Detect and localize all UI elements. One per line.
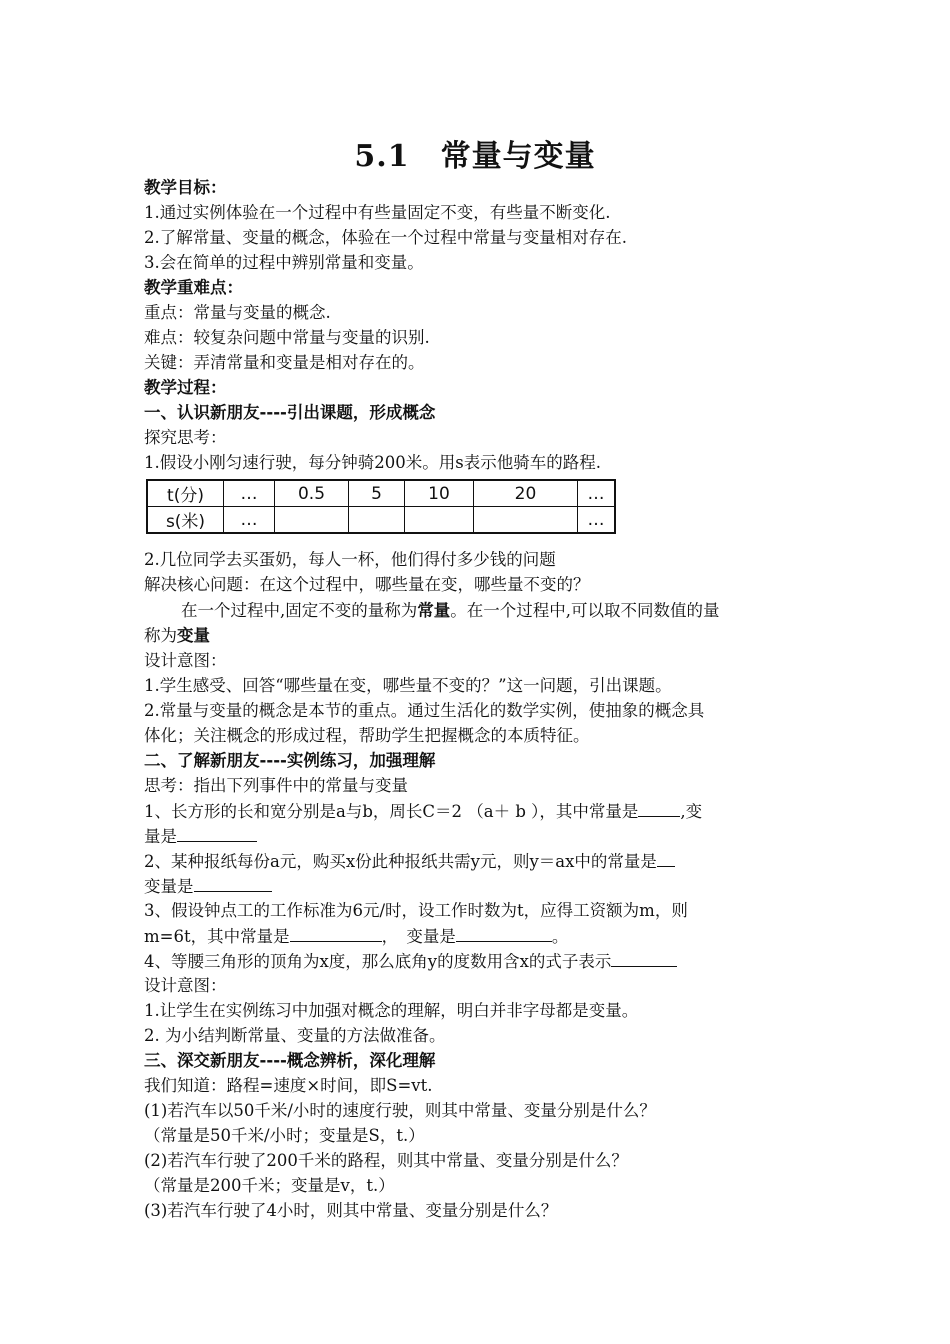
answer-1: （常量是50千米/小时；变量是S，t.） bbox=[144, 1126, 425, 1145]
question-1: 1.假设小刚匀速行驶，每分钟骑200米。用s表示他骑车的路程. bbox=[144, 453, 601, 472]
time-distance-table bbox=[146, 479, 616, 534]
exercise-4 bbox=[144, 950, 814, 973]
intent-label: 设计意图： bbox=[144, 976, 227, 995]
think-label: 思考：指出下列事件中的常量与变量 bbox=[144, 776, 408, 795]
exercise-text: 4、等腰三角形的顶角为x度，那么底角y的度数用含x的式子表示 bbox=[144, 952, 612, 971]
intent-label: 设计意图： bbox=[144, 651, 227, 670]
exercise-text: 量是 bbox=[144, 827, 177, 846]
definition-line-1 bbox=[144, 600, 851, 622]
core-question: 解决核心问题：在这个过程中，哪些量在变，哪些量不变的？ bbox=[144, 575, 590, 594]
table-cell: … bbox=[224, 507, 275, 534]
intent-item: 2.常量与变量的概念是本节的重点。通过生活化的数学实例，使抽象的概念具 bbox=[144, 701, 705, 720]
sub-question-3: (3)若汽车行驶了4小时，则其中常量、变量分别是什么？ bbox=[144, 1201, 558, 1220]
exercise-2-cont bbox=[144, 875, 814, 898]
table-cell bbox=[349, 507, 405, 534]
table-cell: 20 bbox=[474, 480, 578, 507]
exercise-text: 2、某种报纸每份a元，购买x份此种报纸共需y元，则y＝ax中的常量是 bbox=[144, 852, 657, 871]
page-title: 5.1 常量与变量 bbox=[354, 139, 596, 174]
answer-blank[interactable] bbox=[638, 800, 680, 817]
exercise-text: 1、长方形的长和宽分别是a与b，周长C＝2 （a＋ b ），其中常量是 bbox=[144, 802, 639, 821]
table-cell: … bbox=[224, 480, 275, 507]
section2-heading: 二、了解新朋友----实例练习，加强理解 bbox=[144, 751, 436, 770]
exercise-text: 变量是 bbox=[144, 877, 194, 896]
question-2: 2.几位同学去买蛋奶，每人一杯，他们得付多少钱的问题 bbox=[144, 550, 556, 569]
table-cell: … bbox=[578, 507, 616, 534]
table-row bbox=[147, 507, 615, 534]
exercise-text: ， 变量是 bbox=[381, 927, 456, 946]
intent-item: 体化；关注概念的形成过程，帮助学生把握概念的本质特征。 bbox=[144, 726, 590, 745]
exercise-1-cont bbox=[144, 825, 814, 848]
section1-heading: 一、认识新朋友----引出课题，形成概念 bbox=[144, 403, 436, 422]
keypoint-2: 难点：较复杂问题中常量与变量的识别. bbox=[144, 328, 430, 347]
formula-line: 我们知道：路程=速度×时间，即S=vt. bbox=[144, 1076, 433, 1095]
keypoints-heading: 教学重难点： bbox=[144, 278, 243, 297]
table-cell: 10 bbox=[405, 480, 474, 507]
answer-2: （常量是200千米；变量是v，t.） bbox=[144, 1176, 395, 1195]
sub-question-1: (1)若汽车以50千米/小时的速度行驶，则其中常量、变量分别是什么？ bbox=[144, 1101, 656, 1120]
definition-text: 称为 bbox=[144, 626, 177, 645]
table-cell: t(分) bbox=[147, 480, 224, 507]
objectives-heading: 教学目标： bbox=[144, 178, 227, 197]
exercise-3: 3、假设钟点工的工作标准为6元/时，设工作时数为t，应得工资额为m，则 bbox=[144, 901, 688, 920]
definition-text: 在一个过程中,固定不变的量称为 bbox=[181, 601, 418, 620]
answer-blank[interactable] bbox=[657, 850, 675, 867]
definition-text: 。在一个过程中,可以取不同数值的量 bbox=[450, 601, 720, 620]
keypoint-1: 重点：常量与变量的概念. bbox=[144, 303, 331, 322]
keypoint-3: 关键：弄清常量和变量是相对存在的。 bbox=[144, 353, 425, 372]
table-cell bbox=[474, 507, 578, 534]
intent-item: 1.学生感受、回答“哪些量在变，哪些量不变的？”这一问题，引出课题。 bbox=[144, 676, 672, 695]
table-cell: 0.5 bbox=[275, 480, 349, 507]
answer-blank[interactable] bbox=[194, 875, 272, 892]
objective-2: 2.了解常量、变量的概念，体验在一个过程中常量与变量相对存在. bbox=[144, 228, 627, 247]
exercise-text: 。 bbox=[551, 927, 569, 946]
sub-question-2: (2)若汽车行驶了200千米的路程，则其中常量、变量分别是什么？ bbox=[144, 1151, 628, 1170]
exercise-text: ,变 bbox=[680, 802, 703, 821]
exercise-1 bbox=[144, 800, 814, 823]
exercise-3-cont bbox=[144, 925, 814, 948]
intent-item: 2. 为小结判断常量、变量的方法做准备。 bbox=[144, 1026, 446, 1045]
answer-blank[interactable] bbox=[611, 950, 677, 967]
table-cell: … bbox=[578, 480, 616, 507]
objective-1: 1.通过实例体验在一个过程中有些量固定不变，有些量不断变化. bbox=[144, 203, 611, 222]
table-row bbox=[147, 480, 615, 507]
definition-line-2 bbox=[144, 625, 814, 647]
answer-blank[interactable] bbox=[290, 925, 382, 942]
term-variable: 变量 bbox=[177, 626, 210, 645]
answer-blank[interactable] bbox=[456, 925, 552, 942]
answer-blank[interactable] bbox=[177, 825, 257, 842]
section3-heading: 三、深交新朋友----概念辨析，深化理解 bbox=[144, 1051, 436, 1070]
objective-3: 3.会在简单的过程中辨别常量和变量。 bbox=[144, 253, 424, 272]
term-constant: 常量 bbox=[417, 601, 451, 620]
process-heading: 教学过程： bbox=[144, 378, 227, 397]
table-cell bbox=[405, 507, 474, 534]
table-cell: 5 bbox=[349, 480, 405, 507]
intent-item: 1.让学生在实例练习中加强对概念的理解，明白并非字母都是变量。 bbox=[144, 1001, 639, 1020]
table-cell: s(米) bbox=[147, 507, 224, 534]
explore-label: 探究思考： bbox=[144, 428, 227, 447]
exercise-text: m=6t，其中常量是 bbox=[144, 927, 290, 946]
exercise-2 bbox=[144, 850, 814, 873]
table-cell bbox=[275, 507, 349, 534]
